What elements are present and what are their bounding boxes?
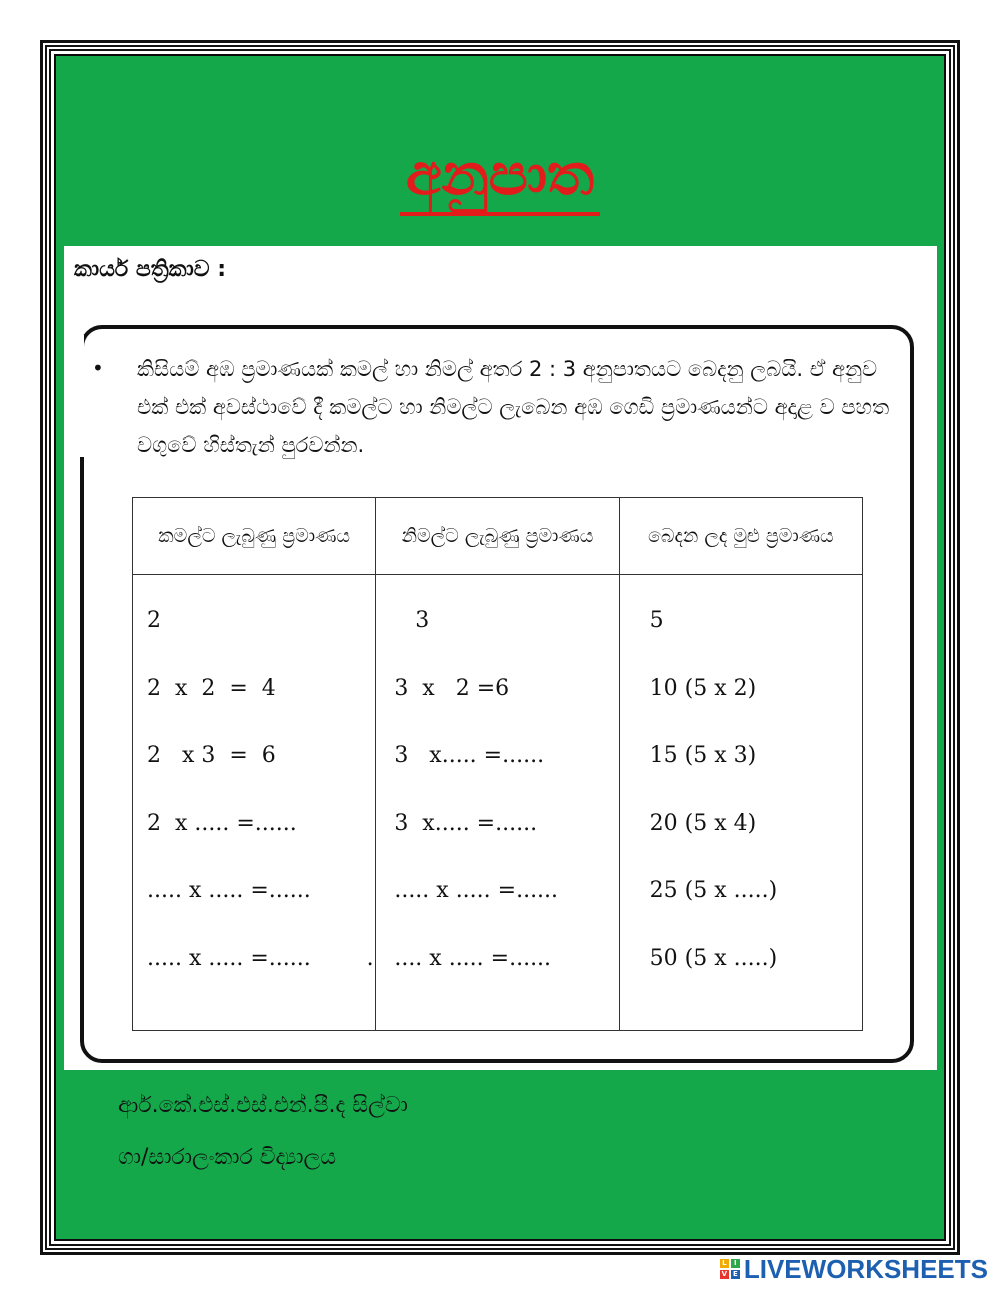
nimal-blank[interactable]: 3 x..... =......	[394, 810, 538, 836]
total-value: 15 (5 x 3)	[649, 743, 757, 768]
kamal-blank[interactable]: ..... x ..... =......	[147, 878, 311, 903]
logo-mark-icon	[720, 1259, 740, 1279]
logo-text: LIVEWORKSHEETS	[743, 1253, 988, 1284]
worksheet-label: කාර්ය පත්‍රිකාව :	[74, 257, 227, 282]
instruction-text: කිසියම් අඹ ප්‍රමාණයක් කමල් හා නිමල් අතර 2 : 3 අනුපාතයට බෙදනු ලබයි. ඒ අනුව එක් එක් අවස්ථාවේ දී කමල්ට හා නිමල්ට ලැබෙන අඹ ගෙඩි ප්‍රමාණයන්ට අදාළ ව පහත වගුවේ හිස්තැන් පුරවන්න.	[137, 357, 890, 457]
header-total: බෙදන ලද මුළු ප්‍රමාණය	[619, 498, 862, 575]
total-value: 20 (5 x 4)	[649, 810, 757, 836]
logo-mark-letter: E	[731, 1270, 740, 1279]
school-name: ගා/සාරාලංකාර විද්‍යාලය	[118, 1145, 337, 1170]
nimal-value: 3	[394, 608, 430, 633]
nimal-blank[interactable]: .... x ..... =......	[394, 945, 552, 971]
total-blank[interactable]: 50 (5 x .....)	[649, 945, 778, 971]
bullet-icon: •	[92, 356, 104, 380]
kamal-value: 2	[147, 608, 161, 633]
kamal-blank[interactable]: ..... x ..... =...... .	[147, 945, 374, 971]
total-blank[interactable]: 25 (5 x .....)	[649, 878, 778, 903]
header-nimal: නිමල්ට ලැබුණු ප්‍රමාණය	[376, 498, 619, 575]
column-nimal	[376, 575, 619, 1031]
total-value: 10 (5 x 2)	[649, 675, 757, 701]
column-kamal	[133, 575, 376, 1031]
kamal-blank[interactable]: 2 x ..... =......	[147, 810, 297, 836]
logo-mark-letter: I	[731, 1259, 740, 1268]
author-name: ආර්.කේ.එස්.එස්.එන්.පී.ද සිල්වා	[118, 1093, 408, 1118]
column-total	[619, 575, 862, 1031]
table-body-row	[133, 575, 863, 1031]
logo-mark-letter: V	[721, 1270, 728, 1278]
box-gap	[70, 335, 84, 457]
nimal-blank[interactable]: 3 x..... =......	[394, 743, 545, 768]
kamal-value: 2 x 3 = 6	[147, 743, 276, 768]
kamal-value: 2 x 2 = 4	[147, 675, 276, 701]
ratio-table	[132, 497, 863, 1031]
header-kamal: කමල්ට ලැබුණු ප්‍රමාණය	[133, 498, 376, 575]
nimal-value: 3 x 2 =6	[394, 675, 510, 701]
logo-mark-letter: L	[720, 1259, 729, 1268]
table-header-row	[133, 498, 863, 575]
total-value: 5	[649, 608, 664, 633]
page-title: අනුපාත	[0, 140, 1000, 209]
liveworksheets-logo[interactable]	[720, 1255, 988, 1283]
nimal-blank[interactable]: ..... x ..... =......	[394, 878, 559, 903]
